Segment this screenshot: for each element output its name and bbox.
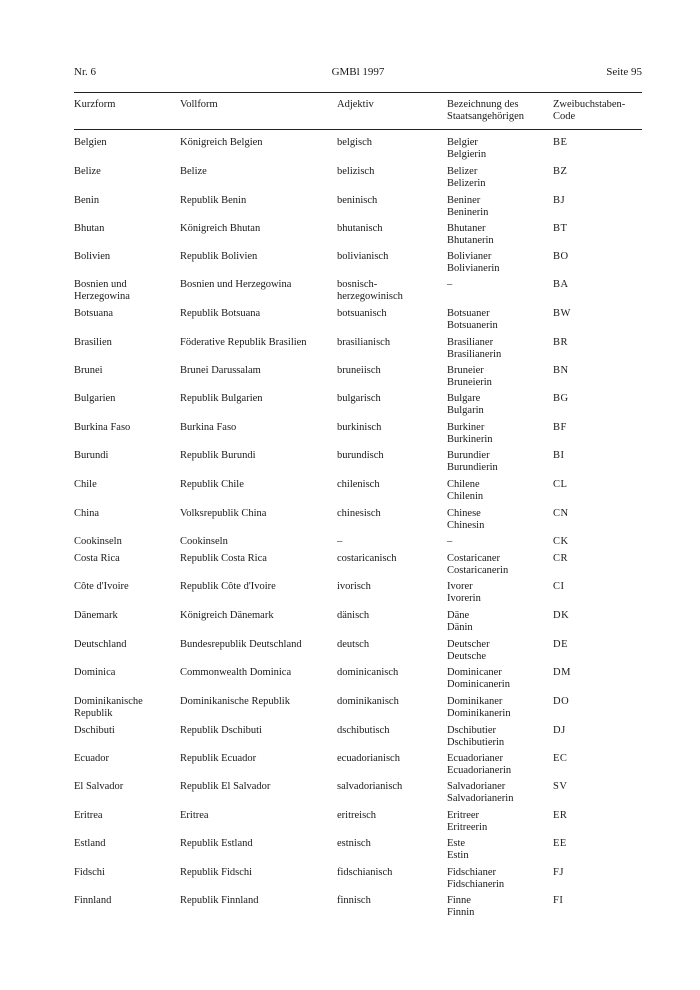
code-cell: DE — [553, 639, 568, 650]
bezeichnung-cell — [447, 639, 490, 663]
adjektiv-cell-line: eritreisch — [337, 810, 377, 821]
table-row — [0, 365, 700, 391]
bezeichnung-cell-line: Chilenin — [447, 491, 484, 502]
table-row — [0, 195, 700, 221]
bezeichnung-cell-line: – — [447, 536, 453, 547]
adjektiv-cell-line: bolivianisch — [337, 251, 389, 262]
bezeichnung-cell — [447, 667, 510, 691]
bezeichnung-cell-line: Bolivianer — [447, 251, 492, 262]
bezeichnung-cell — [447, 365, 492, 389]
kurzform-cell-line: Brasilien — [74, 337, 112, 348]
kurzform-cell-line: Côte d'Ivoire — [74, 581, 129, 592]
bezeichnung-cell-line: Burundierin — [447, 462, 498, 473]
bezeichnung-cell-line: Ivorer — [447, 581, 473, 592]
table-row — [0, 696, 700, 722]
code-cell: EE — [553, 838, 567, 849]
table-row — [0, 393, 700, 419]
table-row — [0, 166, 700, 192]
code-cell: BR — [553, 337, 569, 348]
table-row — [0, 337, 700, 363]
bezeichnung-cell-line: Bruneier — [447, 365, 484, 376]
adjektiv-cell — [337, 393, 381, 405]
code-cell: BF — [553, 422, 567, 433]
bezeichnung-cell — [447, 195, 488, 219]
kurzform-cell — [74, 667, 115, 679]
vollform-cell: Königreich Belgien — [180, 137, 263, 148]
kurzform-cell — [74, 337, 112, 349]
kurzform-cell — [74, 753, 109, 765]
adjektiv-cell — [337, 337, 390, 349]
bezeichnung-cell — [447, 308, 498, 332]
table-row — [0, 781, 700, 807]
adjektiv-cell — [337, 223, 383, 235]
adjektiv-cell-line: costaricanisch — [337, 553, 397, 564]
adjektiv-cell — [337, 838, 371, 850]
column-header-vollform: Vollform — [180, 99, 218, 110]
bezeichnung-cell-line: Belgierin — [447, 149, 487, 160]
adjektiv-cell — [337, 867, 392, 879]
table-row — [0, 251, 700, 277]
bezeichnung-cell-line: Este — [447, 838, 466, 849]
bezeichnung-cell-line: Dänin — [447, 622, 473, 633]
kurzform-cell-line: Ecuador — [74, 753, 109, 764]
kurzform-cell-line: Bosnien und — [74, 279, 127, 290]
adjektiv-cell — [337, 610, 369, 622]
kurzform-cell-line: Dominica — [74, 667, 116, 678]
kurzform-cell-line: Belize — [74, 166, 101, 177]
bezeichnung-cell-line: Botsuanerin — [447, 320, 498, 331]
kurzform-cell — [74, 696, 143, 720]
adjektiv-cell — [337, 422, 381, 434]
bezeichnung-cell — [447, 137, 486, 161]
code-cell: BW — [553, 308, 571, 319]
kurzform-cell — [74, 393, 115, 405]
kurzform-cell — [74, 810, 103, 822]
bezeichnung-cell — [447, 166, 485, 190]
bezeichnung-cell-line: Finne — [447, 895, 471, 906]
kurzform-cell-line: Eritrea — [74, 810, 103, 821]
adjektiv-cell-line: belizisch — [337, 166, 375, 177]
vollform-cell: Republik Ecuador — [180, 753, 257, 764]
table-row — [0, 223, 700, 249]
adjektiv-cell-line: dänisch — [337, 610, 370, 621]
vollform-cell: Brunei Darussalam — [180, 365, 261, 376]
bezeichnung-cell-line: Ecuadorianer — [447, 753, 503, 764]
vollform-cell: Republik Fidschi — [180, 867, 253, 878]
vollform-cell: Bosnien und Herzegowina — [180, 279, 292, 290]
bezeichnung-cell-line: Däne — [447, 610, 470, 621]
bezeichnung-cell — [447, 725, 504, 749]
kurzform-cell-line: Fidschi — [74, 867, 105, 878]
kurzform-cell-line: China — [74, 508, 100, 519]
vollform-cell: Bundesrepublik Deutschland — [180, 639, 302, 650]
kurzform-cell — [74, 536, 122, 548]
adjektiv-cell — [337, 508, 381, 520]
header-top-rule — [74, 92, 642, 93]
bezeichnung-cell — [447, 810, 487, 834]
bezeichnung-cell-line: Dominicaner — [447, 667, 502, 678]
column-header-code-line: Code — [553, 111, 576, 122]
bezeichnung-cell-line: Deutscher — [447, 639, 490, 650]
bezeichnung-cell-line: Salvadorianerin — [447, 793, 514, 804]
bezeichnung-cell — [447, 279, 452, 291]
adjektiv-cell-line: burundisch — [337, 450, 384, 461]
bezeichnung-cell-line: Dschibutier — [447, 725, 496, 736]
bezeichnung-cell-line: Belizerin — [447, 178, 486, 189]
kurzform-cell-line: Dominikanische — [74, 696, 143, 707]
adjektiv-cell — [337, 536, 342, 548]
kurzform-cell — [74, 279, 130, 303]
adjektiv-cell-line: belgisch — [337, 137, 372, 148]
kurzform-cell — [74, 867, 105, 879]
kurzform-cell — [74, 725, 115, 737]
kurzform-cell-line: Botsuana — [74, 308, 114, 319]
kurzform-cell — [74, 365, 103, 377]
bezeichnung-cell-line: Deutsche — [447, 651, 487, 662]
vollform-cell: Commonwealth Dominica — [180, 667, 292, 678]
adjektiv-cell-line: burkinisch — [337, 422, 382, 433]
code-cell: DM — [553, 667, 571, 678]
kurzform-cell-line: Bhutan — [74, 223, 105, 234]
adjektiv-cell — [337, 725, 390, 737]
code-cell: BO — [553, 251, 569, 262]
vollform-cell: Republik Estland — [180, 838, 253, 849]
kurzform-cell — [74, 639, 127, 651]
code-cell: BT — [553, 223, 568, 234]
table-row — [0, 308, 700, 334]
kurzform-cell-line: Chile — [74, 479, 97, 490]
bezeichnung-cell-line: Beninerin — [447, 207, 489, 218]
bezeichnung-cell-line: Eritreer — [447, 810, 480, 821]
bezeichnung-cell-line: Bolivianerin — [447, 263, 500, 274]
adjektiv-cell-line: fidschianisch — [337, 867, 393, 878]
column-header-code — [553, 99, 625, 123]
table-row — [0, 810, 700, 836]
vollform-cell: Republik Finnland — [180, 895, 259, 906]
adjektiv-cell-line: ecuadorianisch — [337, 753, 400, 764]
vollform-cell: Republik Benin — [180, 195, 247, 206]
bezeichnung-cell-line: Eritreerin — [447, 822, 488, 833]
kurzform-cell — [74, 508, 99, 520]
code-cell: CN — [553, 508, 569, 519]
adjektiv-cell-line: herzegowinisch — [337, 291, 403, 302]
adjektiv-cell-line: finnisch — [337, 895, 371, 906]
issue-number: Nr. 6 — [74, 66, 96, 78]
vollform-cell: Republik Dschibuti — [180, 725, 262, 736]
vollform-cell: Königreich Bhutan — [180, 223, 261, 234]
bezeichnung-cell — [447, 581, 481, 605]
adjektiv-cell-line: salvadorianisch — [337, 781, 403, 792]
adjektiv-cell — [337, 667, 398, 679]
vollform-cell: Föderative Republik Brasilien — [180, 337, 307, 348]
bezeichnung-cell-line: Bhutaner — [447, 223, 486, 234]
code-cell: BN — [553, 365, 569, 376]
table-row — [0, 279, 700, 305]
kurzform-cell — [74, 838, 106, 850]
table-row — [0, 838, 700, 864]
code-cell: ER — [553, 810, 568, 821]
adjektiv-cell-line: – — [337, 536, 343, 547]
code-cell: BZ — [553, 166, 568, 177]
bezeichnung-cell — [447, 422, 493, 446]
code-cell: BJ — [553, 195, 566, 206]
kurzform-cell — [74, 422, 130, 434]
code-cell: BI — [553, 450, 565, 461]
bezeichnung-cell-line: Bulgarin — [447, 405, 484, 416]
adjektiv-cell-line: deutsch — [337, 639, 370, 650]
bezeichnung-cell-line: Fidschianerin — [447, 879, 505, 890]
kurzform-cell-line: Herzegowina — [74, 291, 130, 302]
adjektiv-cell — [337, 365, 381, 377]
table-row — [0, 867, 700, 893]
kurzform-cell-line: Deutschland — [74, 639, 127, 650]
bezeichnung-cell-line: Bhutanerin — [447, 235, 494, 246]
page-number: Seite 95 — [606, 66, 642, 78]
code-cell: CK — [553, 536, 569, 547]
vollform-cell: Republik El Salvador — [180, 781, 271, 792]
code-cell: DK — [553, 610, 570, 621]
kurzform-cell-line: Burkina Faso — [74, 422, 131, 433]
kurzform-cell-line: Bolivien — [74, 251, 111, 262]
bezeichnung-cell-line: Belgier — [447, 137, 478, 148]
vollform-cell: Republik Costa Rica — [180, 553, 267, 564]
table-row — [0, 479, 700, 505]
code-cell: CI — [553, 581, 565, 592]
bezeichnung-cell — [447, 251, 500, 275]
bezeichnung-cell-line: Estin — [447, 850, 469, 861]
bezeichnung-cell-line: Chilene — [447, 479, 480, 490]
table-row — [0, 581, 700, 607]
bezeichnung-cell-line: Chinese — [447, 508, 481, 519]
adjektiv-cell-line: bosnisch- — [337, 279, 378, 290]
bezeichnung-cell-line: Salvadorianer — [447, 781, 506, 792]
adjektiv-cell — [337, 639, 369, 651]
adjektiv-cell — [337, 895, 371, 907]
bezeichnung-cell-line: Dschibutierin — [447, 737, 505, 748]
vollform-cell: Republik Bulgarien — [180, 393, 263, 404]
adjektiv-cell — [337, 696, 399, 708]
adjektiv-cell — [337, 308, 387, 320]
kurzform-cell-line: Estland — [74, 838, 106, 849]
kurzform-cell — [74, 195, 99, 207]
bezeichnung-cell-line: Chinesin — [447, 520, 485, 531]
vollform-cell: Republik Botsuana — [180, 308, 261, 319]
table-row — [0, 753, 700, 779]
adjektiv-cell — [337, 166, 374, 178]
code-cell: BA — [553, 279, 569, 290]
kurzform-cell — [74, 581, 129, 593]
vollform-cell: Volksrepublik China — [180, 508, 267, 519]
vollform-cell: Republik Côte d'Ivoire — [180, 581, 276, 592]
bezeichnung-cell-line: Finnin — [447, 907, 475, 918]
adjektiv-cell-line: dominikanisch — [337, 696, 399, 707]
adjektiv-cell — [337, 781, 402, 793]
bezeichnung-cell-line: Costaricaner — [447, 553, 501, 564]
kurzform-cell — [74, 251, 110, 263]
kurzform-cell — [74, 553, 120, 565]
kurzform-cell-line: El Salvador — [74, 781, 124, 792]
table-row — [0, 895, 700, 921]
bezeichnung-cell — [447, 753, 511, 777]
publication-title: GMBl 1997 — [331, 66, 385, 78]
bezeichnung-cell — [447, 393, 484, 417]
adjektiv-cell-line: chinesisch — [337, 508, 381, 519]
bezeichnung-cell-line: Bulgare — [447, 393, 481, 404]
adjektiv-cell-line: chilenisch — [337, 479, 380, 490]
kurzform-cell — [74, 610, 118, 622]
code-cell: FJ — [553, 867, 564, 878]
vollform-cell: Republik Bolivien — [180, 251, 258, 262]
kurzform-cell-line: Brunei — [74, 365, 103, 376]
table-row — [0, 639, 700, 665]
adjektiv-cell — [337, 195, 377, 207]
bezeichnung-cell-line: Ivorerin — [447, 593, 481, 604]
column-header-adjektiv: Adjektiv — [337, 99, 374, 110]
page-header — [74, 66, 642, 80]
vollform-cell: Dominikanische Republik — [180, 696, 290, 707]
adjektiv-cell — [337, 753, 400, 765]
kurzform-cell-line: Finnland — [74, 895, 112, 906]
adjektiv-cell — [337, 251, 388, 263]
bezeichnung-cell — [447, 450, 498, 474]
vollform-cell: Republik Burundi — [180, 450, 256, 461]
table-header-row — [0, 99, 700, 125]
kurzform-cell — [74, 781, 123, 793]
vollform-cell: Eritrea — [180, 810, 209, 821]
code-cell: BE — [553, 137, 568, 148]
adjektiv-cell-line: dschibutisch — [337, 725, 390, 736]
bezeichnung-cell-line: Costaricanerin — [447, 565, 509, 576]
bezeichnung-cell — [447, 536, 452, 548]
code-cell: BG — [553, 393, 569, 404]
code-cell: SV — [553, 781, 568, 792]
bezeichnung-cell-line: Burkinerin — [447, 434, 493, 445]
adjektiv-cell — [337, 450, 384, 462]
bezeichnung-cell — [447, 479, 483, 503]
bezeichnung-cell — [447, 610, 473, 634]
code-cell: CR — [553, 553, 569, 564]
kurzform-cell — [74, 308, 113, 320]
bezeichnung-cell-line: Dominicanerin — [447, 679, 510, 690]
adjektiv-cell — [337, 810, 376, 822]
kurzform-cell — [74, 450, 108, 462]
adjektiv-cell-line: botsuanisch — [337, 308, 387, 319]
bezeichnung-cell — [447, 867, 504, 891]
kurzform-cell-line: Benin — [74, 195, 100, 206]
bezeichnung-cell-line: Ecuadorianerin — [447, 765, 512, 776]
adjektiv-cell-line: dominicanisch — [337, 667, 399, 678]
adjektiv-cell-line: ivorisch — [337, 581, 371, 592]
bezeichnung-cell — [447, 696, 511, 720]
adjektiv-cell — [337, 279, 403, 303]
kurzform-cell — [74, 479, 97, 491]
vollform-cell: Burkina Faso — [180, 422, 237, 433]
header-bottom-rule — [74, 129, 642, 130]
table-row — [0, 422, 700, 448]
table-row — [0, 553, 700, 579]
bezeichnung-cell-line: Burkiner — [447, 422, 485, 433]
code-cell: EC — [553, 753, 568, 764]
table-row — [0, 450, 700, 476]
table-row — [0, 667, 700, 693]
adjektiv-cell — [337, 553, 396, 565]
bezeichnung-cell-line: Beniner — [447, 195, 481, 206]
kurzform-cell-line: Belgien — [74, 137, 107, 148]
adjektiv-cell-line: bhutanisch — [337, 223, 383, 234]
bezeichnung-cell-line: Belizer — [447, 166, 478, 177]
adjektiv-cell — [337, 581, 371, 593]
bezeichnung-cell-line: Bruneierin — [447, 377, 492, 388]
table-row — [0, 725, 700, 751]
column-header-bezeichnung-line: Staatsangehörigen — [447, 111, 524, 122]
bezeichnung-cell-line: Dominikaner — [447, 696, 503, 707]
vollform-cell: Belize — [180, 166, 207, 177]
bezeichnung-cell-line: Fidschianer — [447, 867, 496, 878]
adjektiv-cell — [337, 479, 380, 491]
bezeichnung-cell-line: Burundier — [447, 450, 490, 461]
bezeichnung-cell — [447, 508, 484, 532]
bezeichnung-cell — [447, 838, 469, 862]
column-header-code-line: Zweibuchstaben- — [553, 99, 626, 110]
bezeichnung-cell — [447, 895, 474, 919]
code-cell: CL — [553, 479, 568, 490]
kurzform-cell-line: Dschibuti — [74, 725, 115, 736]
adjektiv-cell-line: beninisch — [337, 195, 378, 206]
bezeichnung-cell-line: Dominikanerin — [447, 708, 511, 719]
column-header-bezeichnung — [447, 99, 524, 123]
kurzform-cell-line: Burundi — [74, 450, 109, 461]
bezeichnung-cell — [447, 337, 501, 361]
vollform-cell: Cookinseln — [180, 536, 228, 547]
kurzform-cell-line: Costa Rica — [74, 553, 120, 564]
kurzform-cell-line: Republik — [74, 708, 113, 719]
table-row — [0, 137, 700, 163]
kurzform-cell-line: Dänemark — [74, 610, 118, 621]
adjektiv-cell-line: estnisch — [337, 838, 371, 849]
kurzform-cell — [74, 166, 101, 178]
vollform-cell: Republik Chile — [180, 479, 244, 490]
adjektiv-cell — [337, 137, 372, 149]
code-cell: DJ — [553, 725, 566, 736]
code-cell: FI — [553, 895, 564, 906]
vollform-cell: Königreich Dänemark — [180, 610, 274, 621]
bezeichnung-cell-line: Botsuaner — [447, 308, 490, 319]
table-row — [0, 508, 700, 534]
bezeichnung-cell-line: Brasilianer — [447, 337, 494, 348]
bezeichnung-cell — [447, 223, 494, 247]
bezeichnung-cell — [447, 553, 508, 577]
bezeichnung-cell-line: Brasilianerin — [447, 349, 502, 360]
kurzform-cell — [74, 223, 104, 235]
kurzform-cell — [74, 137, 107, 149]
kurzform-cell — [74, 895, 111, 907]
adjektiv-cell-line: brasilianisch — [337, 337, 391, 348]
adjektiv-cell-line: bulgarisch — [337, 393, 381, 404]
column-header-bezeichnung-line: Bezeichnung des — [447, 99, 519, 110]
bezeichnung-cell-line: – — [447, 279, 453, 290]
table-row — [0, 610, 700, 636]
adjektiv-cell-line: bruneiisch — [337, 365, 381, 376]
column-header-kurzform: Kurzform — [74, 99, 116, 110]
bezeichnung-cell — [447, 781, 513, 805]
kurzform-cell-line: Cookinseln — [74, 536, 122, 547]
code-cell: DO — [553, 696, 570, 707]
kurzform-cell-line: Bulgarien — [74, 393, 116, 404]
